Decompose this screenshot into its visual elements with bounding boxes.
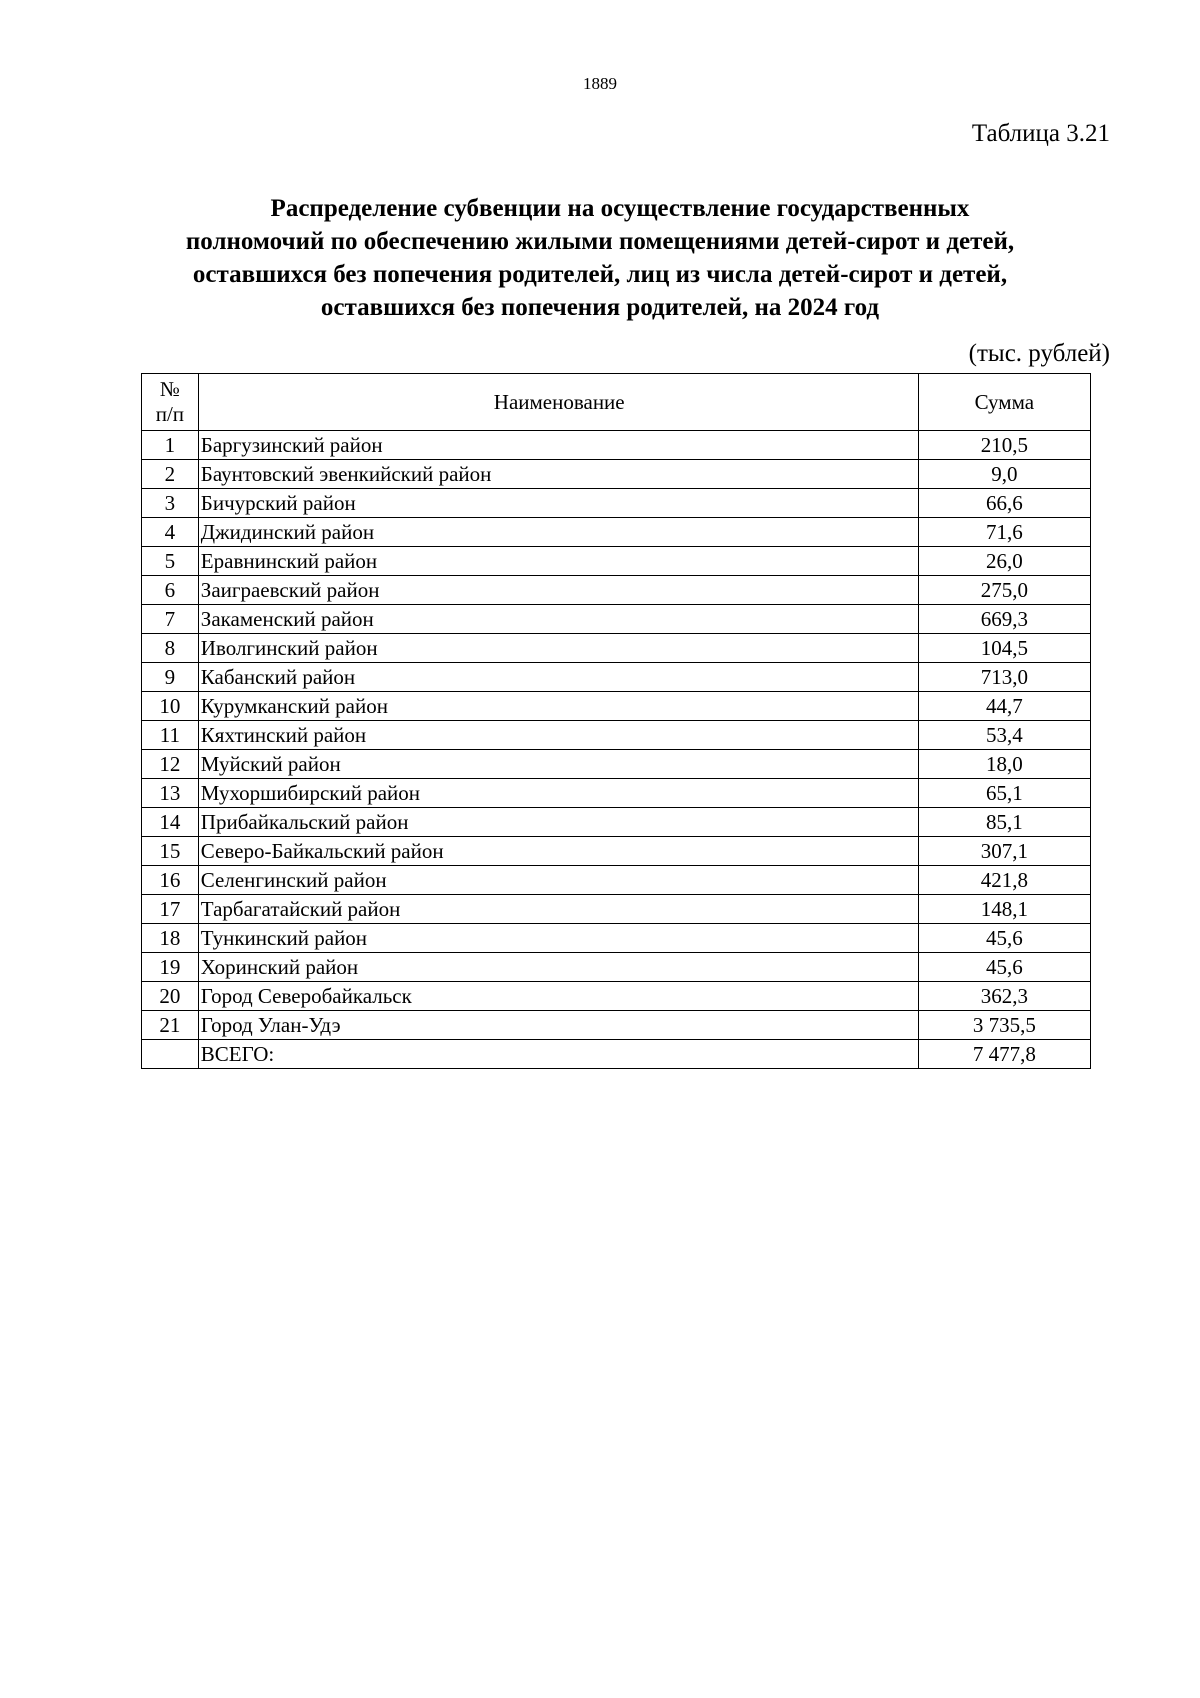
row-sum: 210,5 <box>918 431 1090 460</box>
header-name: Наименование <box>198 374 918 431</box>
total-label: ВСЕГО: <box>198 1040 918 1069</box>
table-row <box>142 634 1091 663</box>
row-number: 3 <box>142 489 199 518</box>
row-name: Заиграевский район <box>198 576 918 605</box>
row-name: Тарбагатайский район <box>198 895 918 924</box>
row-sum: 421,8 <box>918 866 1090 895</box>
total-row <box>142 1040 1091 1069</box>
row-sum: 3 735,5 <box>918 1011 1090 1040</box>
table-row <box>142 808 1091 837</box>
row-sum: 45,6 <box>918 953 1090 982</box>
document-title <box>130 192 1070 324</box>
header-num-symbol: № <box>159 377 180 401</box>
row-sum: 148,1 <box>918 895 1090 924</box>
table-row <box>142 663 1091 692</box>
row-number: 10 <box>142 692 199 721</box>
row-name: Баргузинский район <box>198 431 918 460</box>
row-number: 11 <box>142 721 199 750</box>
table-row <box>142 953 1091 982</box>
table-row <box>142 837 1091 866</box>
row-number: 14 <box>142 808 199 837</box>
row-number: 5 <box>142 547 199 576</box>
table-row <box>142 721 1091 750</box>
row-number: 6 <box>142 576 199 605</box>
row-sum: 18,0 <box>918 750 1090 779</box>
row-number: 15 <box>142 837 199 866</box>
units-note: (тыс. рублей) <box>968 340 1110 367</box>
row-name: Муйский район <box>198 750 918 779</box>
row-number: 12 <box>142 750 199 779</box>
row-number: 7 <box>142 605 199 634</box>
row-sum: 362,3 <box>918 982 1090 1011</box>
row-sum: 9,0 <box>918 460 1090 489</box>
row-name: Город Северобайкальск <box>198 982 918 1011</box>
table-row <box>142 518 1091 547</box>
table-row <box>142 750 1091 779</box>
row-name: Кяхтинский район <box>198 721 918 750</box>
row-name: Курумканский район <box>198 692 918 721</box>
row-sum: 44,7 <box>918 692 1090 721</box>
title-line: Распределение субвенции на осуществление государственных <box>270 195 970 222</box>
row-sum: 713,0 <box>918 663 1090 692</box>
row-name: Кабанский район <box>198 663 918 692</box>
subvention-table <box>141 373 1091 1069</box>
row-name: Город Улан-Удэ <box>198 1011 918 1040</box>
row-sum: 71,6 <box>918 518 1090 547</box>
header-sum: Сумма <box>918 374 1090 431</box>
row-name: Закаменский район <box>198 605 918 634</box>
row-number: 4 <box>142 518 199 547</box>
table-header-row <box>142 374 1091 431</box>
header-num <box>142 374 199 431</box>
row-name: Еравнинский район <box>198 547 918 576</box>
table-row <box>142 866 1091 895</box>
header-num-abbrev: п/п <box>155 402 185 426</box>
row-name: Мухоршибирский район <box>198 779 918 808</box>
row-name: Бичурский район <box>198 489 918 518</box>
row-number: 20 <box>142 982 199 1011</box>
table-body <box>142 431 1091 1069</box>
row-number: 21 <box>142 1011 199 1040</box>
total-sum: 7 477,8 <box>918 1040 1090 1069</box>
row-sum: 26,0 <box>918 547 1090 576</box>
table-row <box>142 779 1091 808</box>
table-row <box>142 460 1091 489</box>
table-row <box>142 431 1091 460</box>
table-row <box>142 692 1091 721</box>
row-name: Иволгинский район <box>198 634 918 663</box>
row-sum: 65,1 <box>918 779 1090 808</box>
table-row <box>142 489 1091 518</box>
title-line: оставшихся без попечения родителей, на 2024 год <box>320 294 880 321</box>
row-number: 9 <box>142 663 199 692</box>
row-sum: 53,4 <box>918 721 1090 750</box>
table-caption: Таблица 3.21 <box>971 120 1110 147</box>
row-sum: 669,3 <box>918 605 1090 634</box>
row-name: Северо-Байкальский район <box>198 837 918 866</box>
table-row <box>142 982 1091 1011</box>
row-name: Тункинский район <box>198 924 918 953</box>
row-sum: 85,1 <box>918 808 1090 837</box>
row-name: Хоринский район <box>198 953 918 982</box>
table-row <box>142 605 1091 634</box>
table-row <box>142 924 1091 953</box>
row-name: Баунтовский эвенкийский район <box>198 460 918 489</box>
title-line: оставшихся без попечения родителей, лиц из числа детей-сирот и детей, <box>192 261 1008 288</box>
row-sum: 307,1 <box>918 837 1090 866</box>
table-row <box>142 1011 1091 1040</box>
row-name: Прибайкальский район <box>198 808 918 837</box>
row-sum: 66,6 <box>918 489 1090 518</box>
page-number: 1889 <box>583 74 617 93</box>
row-number: 13 <box>142 779 199 808</box>
total-number <box>142 1040 199 1069</box>
row-sum: 45,6 <box>918 924 1090 953</box>
row-number: 8 <box>142 634 199 663</box>
row-number: 17 <box>142 895 199 924</box>
row-number: 1 <box>142 431 199 460</box>
table-row <box>142 895 1091 924</box>
row-number: 16 <box>142 866 199 895</box>
row-number: 2 <box>142 460 199 489</box>
row-name: Джидинский район <box>198 518 918 547</box>
row-number: 18 <box>142 924 199 953</box>
table-row <box>142 547 1091 576</box>
title-line: полномочий по обеспечению жилыми помещениями детей-сирот и детей, <box>185 228 1015 255</box>
row-sum: 104,5 <box>918 634 1090 663</box>
row-number: 19 <box>142 953 199 982</box>
row-sum: 275,0 <box>918 576 1090 605</box>
table-row <box>142 576 1091 605</box>
row-name: Селенгинский район <box>198 866 918 895</box>
